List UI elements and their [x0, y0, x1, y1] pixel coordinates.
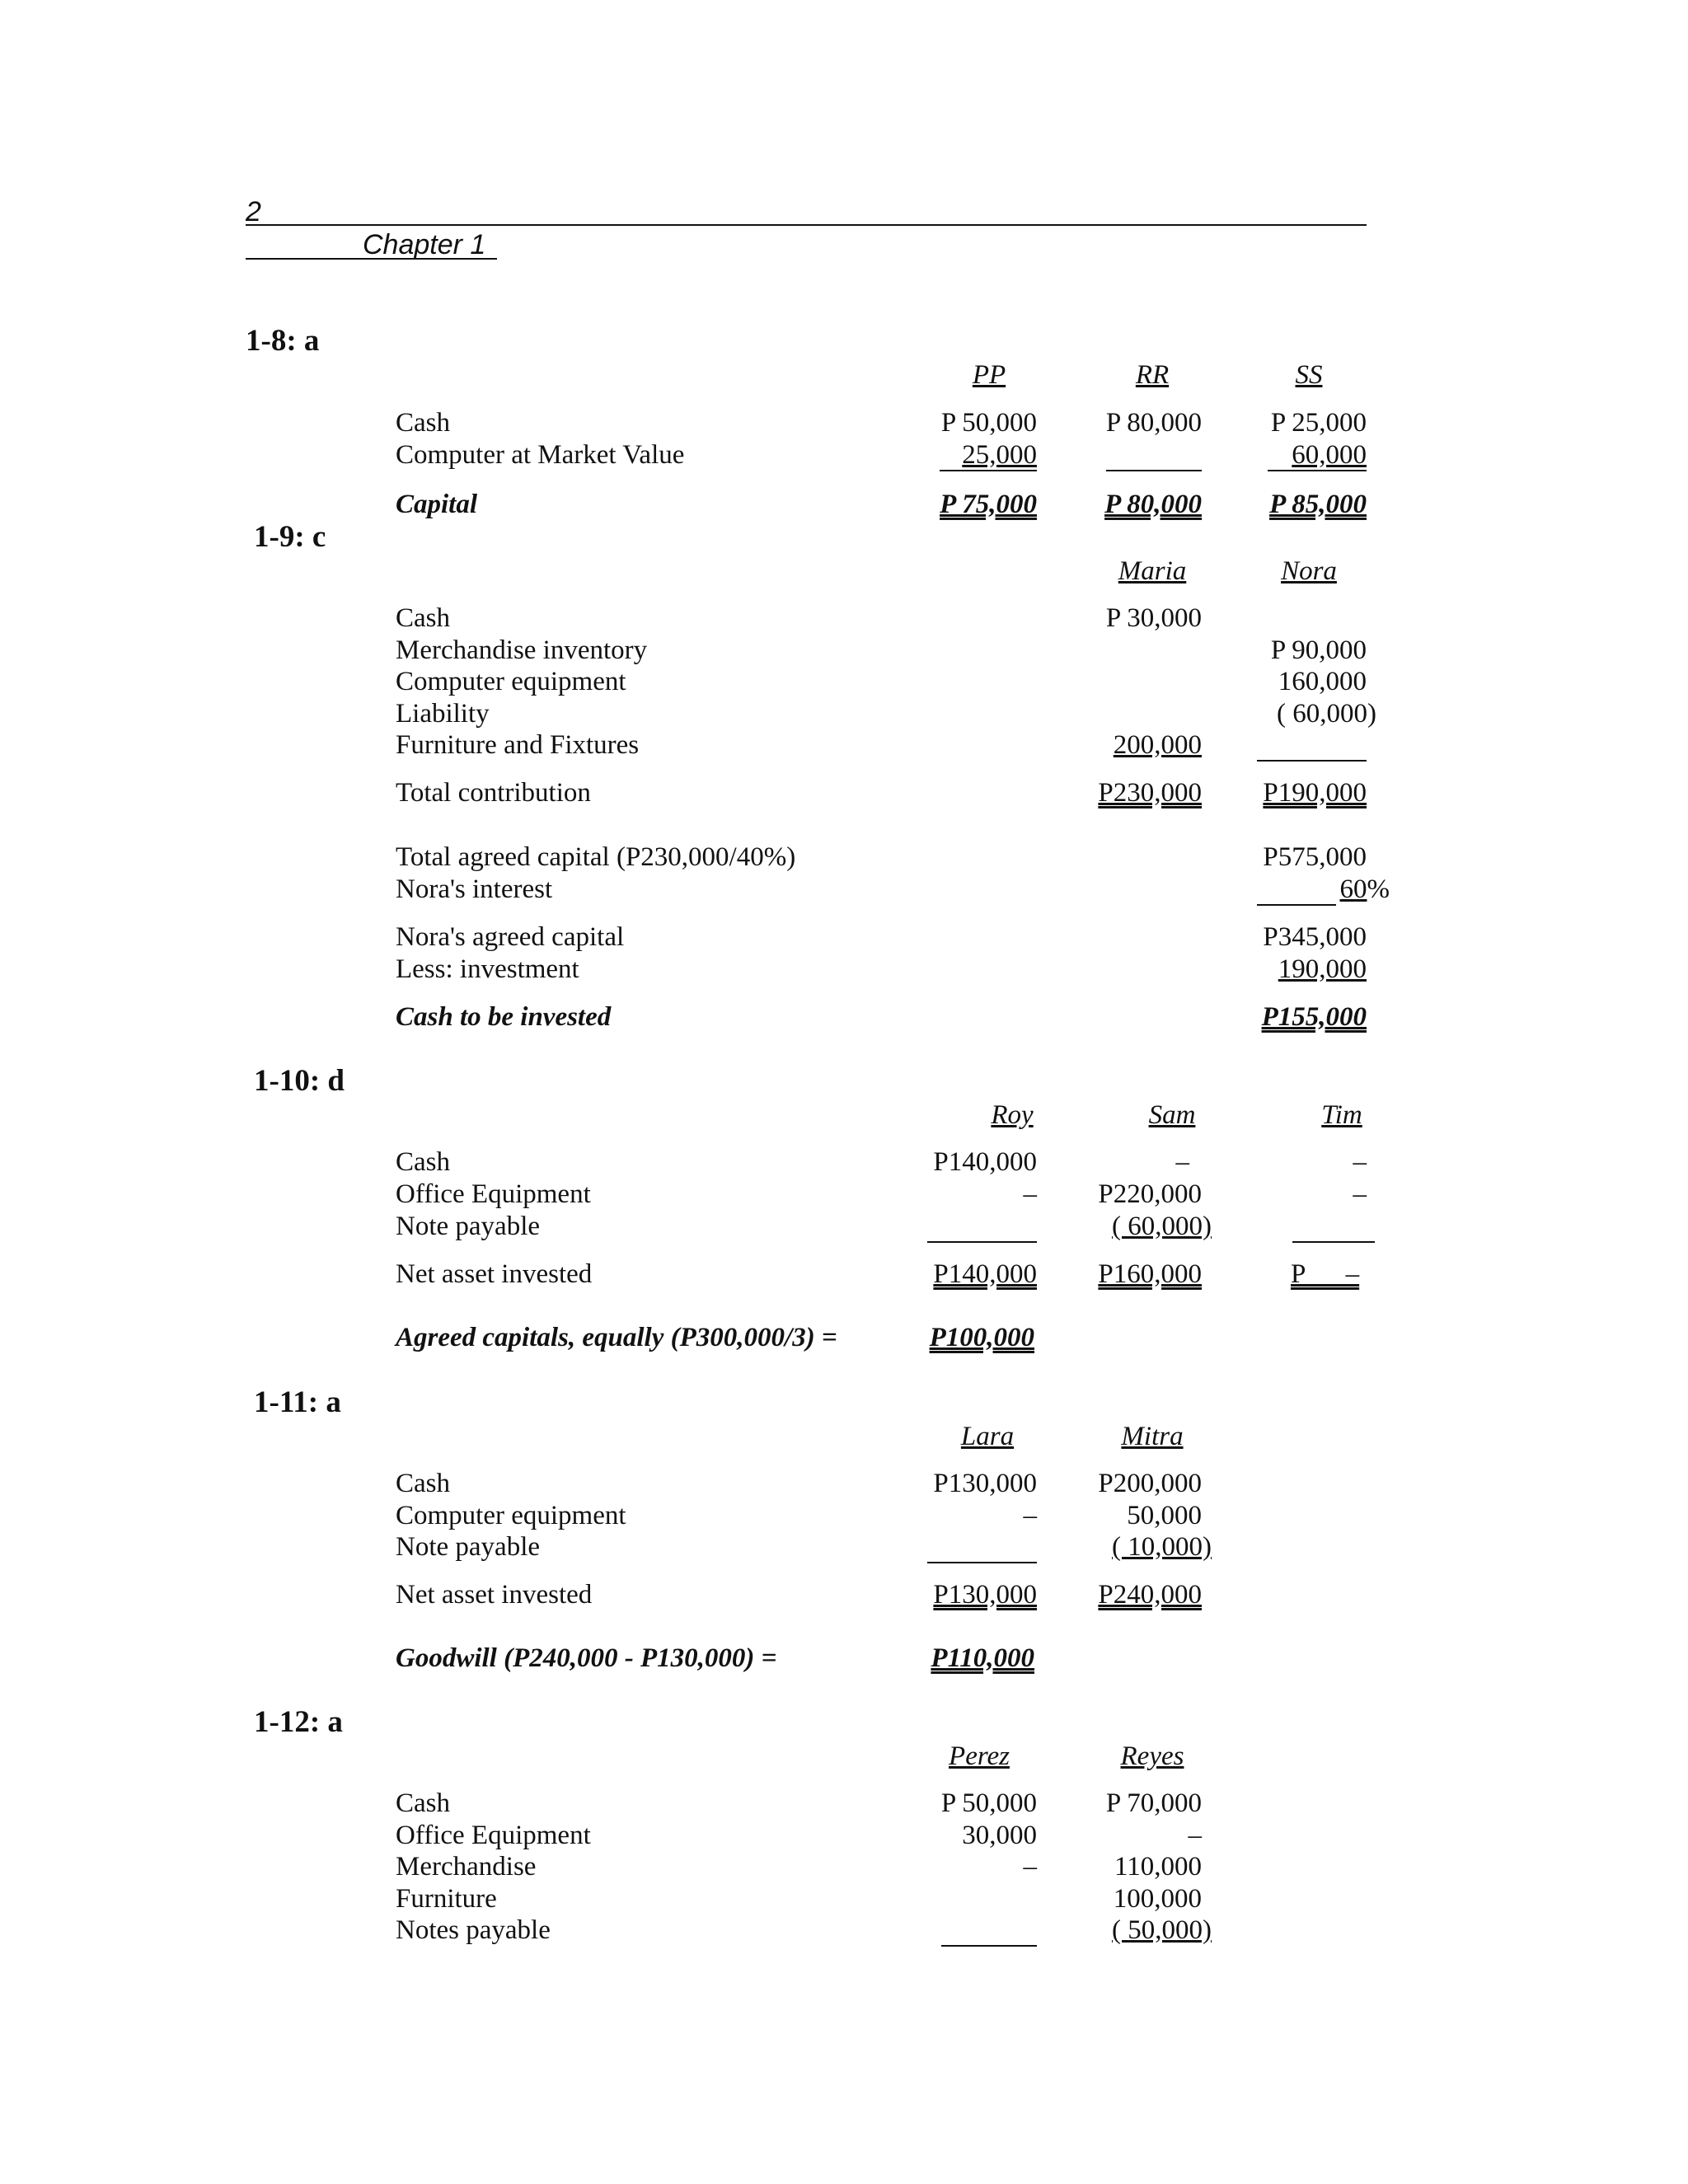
total-value: P 80,000	[1104, 490, 1202, 519]
row-value: P200,000	[1098, 1469, 1202, 1498]
row-value: –	[1023, 1852, 1037, 1882]
row-value: P 90,000	[1270, 635, 1367, 665]
underline-blank	[927, 1562, 1037, 1563]
row-value: 30,000	[962, 1821, 1037, 1850]
chapter-title: Chapter 1	[363, 229, 486, 260]
row-value: 100,000	[1113, 1884, 1202, 1914]
problem-1-12-title: 1-12: a	[254, 1705, 343, 1739]
total-value: P140,000	[933, 1259, 1037, 1289]
header-rule-top	[246, 224, 1367, 226]
interest-percent: 60	[1339, 874, 1367, 904]
row-value: ( 10,000)	[1112, 1532, 1212, 1562]
row-label: Office Equipment	[396, 1821, 591, 1850]
nora-agreed-value: P345,000	[1263, 922, 1367, 952]
underline-blank	[927, 1241, 1037, 1243]
row-label: Note payable	[396, 1212, 541, 1241]
row-value: –	[1353, 1179, 1367, 1209]
row-value: P220,000	[1098, 1179, 1202, 1209]
col-header-pp: PP	[972, 360, 1006, 390]
percent-sign: %	[1367, 874, 1390, 904]
row-label: Cash	[396, 1147, 450, 1177]
goodwill-value: P110,000	[931, 1643, 1034, 1673]
col-header-ss: SS	[1295, 360, 1323, 390]
row-value: P 80,000	[1105, 408, 1202, 438]
row-value: ( 50,000)	[1112, 1915, 1212, 1945]
problem-1-9-title: 1-9: c	[254, 520, 326, 554]
row-label: Cash	[396, 1469, 450, 1498]
col-header-nora: Nora	[1281, 556, 1337, 586]
underline-blank	[941, 1945, 1037, 1947]
row-label: Office Equipment	[396, 1179, 591, 1209]
row-value: –	[1023, 1179, 1037, 1209]
cash-to-invest-label: Cash to be invested	[396, 1002, 612, 1032]
row-label: Liability	[396, 699, 490, 729]
row-value: P140,000	[933, 1147, 1037, 1177]
row-label: Computer at Market Value	[396, 440, 685, 470]
row-value: ( 60,000)	[1112, 1212, 1212, 1241]
less-investment-value: 190,000	[1278, 954, 1367, 984]
col-header-tim: Tim	[1321, 1100, 1362, 1130]
page-number: 2	[246, 196, 261, 227]
agreed-capital-label: Total agreed capital (P230,000/40%)	[396, 842, 796, 872]
agreed-capitals-label: Agreed capitals, equally (P300,000/3) =	[396, 1323, 837, 1352]
underline-blank	[1257, 904, 1336, 906]
row-value: P 50,000	[940, 1788, 1037, 1818]
row-value: 50,000	[1127, 1501, 1202, 1530]
row-value: 25,000	[962, 440, 1037, 470]
row-value: P 25,000	[1270, 408, 1367, 438]
less-investment-label: Less: investment	[396, 954, 579, 984]
col-header-mitra: Mitra	[1121, 1422, 1184, 1451]
row-label: Notes payable	[396, 1915, 551, 1945]
goodwill-label: Goodwill (P240,000 - P130,000) =	[396, 1643, 777, 1673]
total-label: Total contribution	[396, 778, 591, 808]
col-header-sam: Sam	[1148, 1100, 1196, 1130]
row-value: P130,000	[933, 1469, 1037, 1498]
row-label: Furniture	[396, 1884, 497, 1914]
row-label: Cash	[396, 408, 450, 438]
total-value: P 85,000	[1269, 490, 1367, 519]
row-value: 60,000	[1292, 440, 1367, 470]
total-value: P230,000	[1098, 778, 1202, 808]
row-value: 160,000	[1278, 667, 1367, 696]
nora-agreed-label: Nora's agreed capital	[396, 922, 625, 952]
row-value: –	[1188, 1821, 1202, 1850]
col-header-perez: Perez	[949, 1741, 1010, 1771]
agreed-capitals-value: P100,000	[929, 1323, 1034, 1352]
cash-to-invest-value: P155,000	[1261, 1002, 1367, 1032]
row-value: P 50,000	[940, 408, 1037, 438]
row-label: Furniture and Fixtures	[396, 730, 640, 760]
row-label: Computer equipment	[396, 1501, 626, 1530]
row-value: –	[1175, 1147, 1189, 1177]
row-label: Cash	[396, 603, 450, 633]
total-value: P 75,000	[940, 490, 1037, 519]
row-value: P 30,000	[1105, 603, 1202, 633]
agreed-capital-value: P575,000	[1263, 842, 1367, 872]
row-label: Cash	[396, 1788, 450, 1818]
nora-interest-label: Nora's interest	[396, 874, 553, 904]
row-value: 200,000	[1113, 730, 1202, 760]
underline-blank	[1257, 760, 1367, 762]
total-value: P240,000	[1098, 1580, 1202, 1610]
problem-1-8-title: 1-8: a	[246, 324, 320, 358]
nora-interest-value	[1340, 873, 1390, 906]
header-rule-bottom	[246, 258, 497, 260]
problem-1-11-title: 1-11: a	[254, 1385, 341, 1419]
row-value: P 70,000	[1105, 1788, 1202, 1818]
row-label: Merchandise	[396, 1852, 537, 1882]
row-label: Merchandise inventory	[396, 635, 648, 665]
col-header-maria: Maria	[1118, 556, 1187, 586]
underline-blank	[1292, 1241, 1375, 1243]
underline-blank	[1106, 470, 1202, 471]
total-value: P160,000	[1098, 1259, 1202, 1289]
col-header-roy: Roy	[991, 1100, 1034, 1130]
row-value: ( 60,000)	[1277, 699, 1376, 729]
row-value: –	[1023, 1501, 1037, 1530]
total-value: P190,000	[1263, 778, 1367, 808]
row-label: Note payable	[396, 1532, 541, 1562]
row-value: 110,000	[1114, 1852, 1202, 1882]
col-header-rr: RR	[1135, 360, 1170, 390]
problem-1-10-title: 1-10: d	[254, 1064, 345, 1098]
total-label: Net asset invested	[396, 1259, 593, 1289]
total-value: P130,000	[933, 1580, 1037, 1610]
row-value: –	[1353, 1147, 1367, 1177]
total-value: P –	[1291, 1259, 1360, 1289]
total-label: Net asset invested	[396, 1580, 593, 1610]
col-header-reyes: Reyes	[1120, 1741, 1184, 1771]
total-label: Capital	[396, 490, 478, 519]
row-label: Computer equipment	[396, 667, 626, 696]
col-header-lara: Lara	[960, 1422, 1015, 1451]
